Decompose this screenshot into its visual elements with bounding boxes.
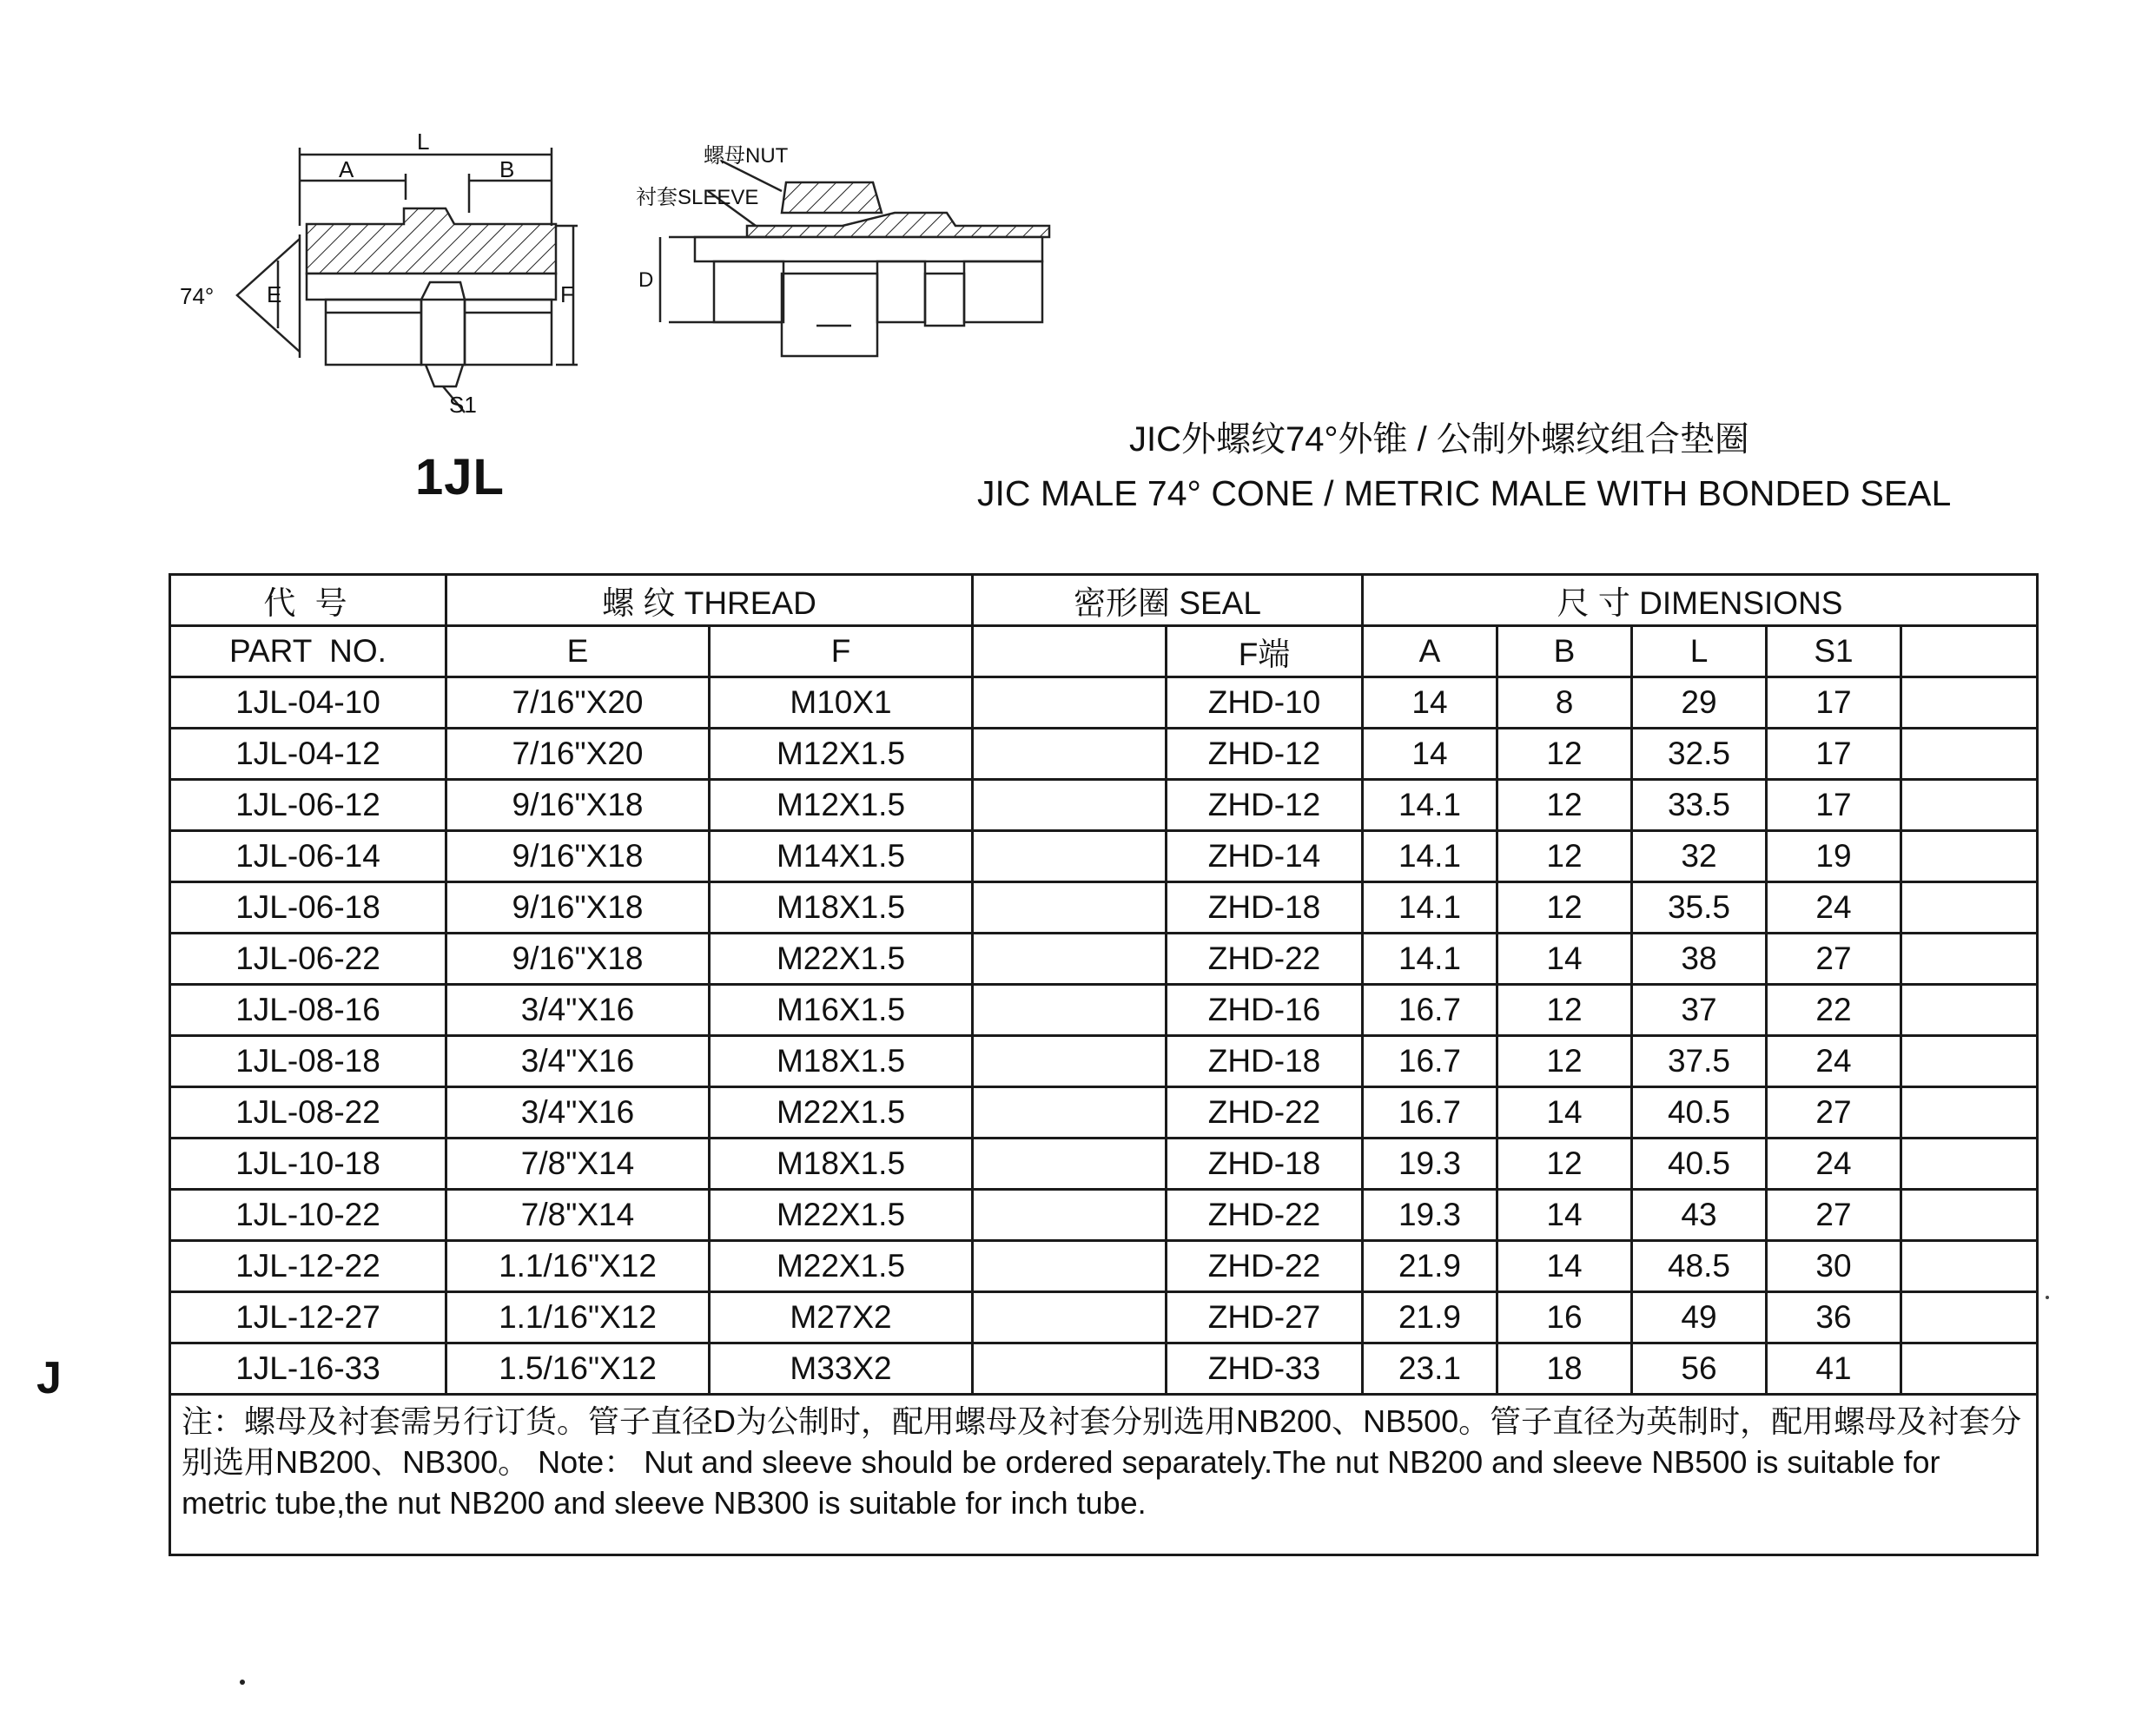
cell-f: M18X1.5 (710, 882, 973, 934)
cell-part: 1JL-08-16 (170, 985, 446, 1036)
header-dimensions: 尺 寸 DIMENSIONS (1363, 575, 2038, 626)
cell-e: 9/16"X18 (446, 934, 710, 985)
cell-f: M33X2 (710, 1343, 973, 1395)
empty-cell (973, 985, 1167, 1036)
cell-s1: 19 (1767, 831, 1901, 882)
empty-cell (973, 780, 1167, 831)
header-e: E (446, 626, 710, 677)
cell-part: 1JL-06-18 (170, 882, 446, 934)
cell-seal: ZHD-14 (1167, 831, 1363, 882)
cell-part: 1JL-04-10 (170, 677, 446, 729)
cell-b: 12 (1497, 831, 1632, 882)
empty-cell (973, 1292, 1167, 1343)
empty-cell (973, 934, 1167, 985)
title-chinese: JIC外螺纹74°外锥 / 公制外螺纹组合垫圈 (1129, 420, 1749, 459)
empty-cell (973, 831, 1167, 882)
empty-cell (1901, 1087, 2038, 1139)
cell-f: M22X1.5 (710, 1087, 973, 1139)
header-blank (1901, 626, 2038, 677)
cell-s1: 27 (1767, 1087, 1901, 1139)
header-b: B (1497, 626, 1632, 677)
cell-b: 12 (1497, 780, 1632, 831)
cell-l: 37.5 (1632, 1036, 1767, 1087)
header-f-end: F端 (1167, 626, 1363, 677)
speck (2046, 1296, 2049, 1299)
cell-seal: ZHD-18 (1167, 1036, 1363, 1087)
cell-l: 40.5 (1632, 1087, 1767, 1139)
cell-part: 1JL-06-22 (170, 934, 446, 985)
cell-a: 16.7 (1363, 1087, 1497, 1139)
cell-b: 14 (1497, 934, 1632, 985)
cell-e: 7/16"X20 (446, 729, 710, 780)
cell-a: 21.9 (1363, 1292, 1497, 1343)
cell-a: 14 (1363, 729, 1497, 780)
nut-label: 螺母NUT (704, 144, 789, 168)
cell-b: 12 (1497, 1036, 1632, 1087)
dim-D-label: D (638, 268, 654, 292)
cell-seal: ZHD-22 (1167, 934, 1363, 985)
empty-cell (973, 1343, 1167, 1395)
cell-b: 14 (1497, 1241, 1632, 1292)
title-english: JIC MALE 74° CONE / METRIC MALE WITH BONDED SEAL (977, 473, 1952, 513)
cell-e: 9/16"X18 (446, 780, 710, 831)
cell-e: 9/16"X18 (446, 882, 710, 934)
cell-s1: 17 (1767, 780, 1901, 831)
empty-cell (973, 882, 1167, 934)
empty-cell (1901, 729, 2038, 780)
empty-cell (1901, 1292, 2038, 1343)
cell-f: M22X1.5 (710, 1190, 973, 1241)
note-row (170, 1395, 2038, 1555)
cell-seal: ZHD-22 (1167, 1087, 1363, 1139)
cell-part: 1JL-06-14 (170, 831, 446, 882)
empty-cell (973, 1087, 1167, 1139)
cell-a: 21.9 (1363, 1241, 1497, 1292)
cell-a: 14.1 (1363, 934, 1497, 985)
cell-seal: ZHD-18 (1167, 1139, 1363, 1190)
cell-a: 16.7 (1363, 1036, 1497, 1087)
empty-cell (1901, 1036, 2038, 1087)
cell-e: 9/16"X18 (446, 831, 710, 882)
speck (240, 1680, 245, 1685)
cell-a: 14.1 (1363, 882, 1497, 934)
cell-seal: ZHD-27 (1167, 1292, 1363, 1343)
empty-cell (1901, 1139, 2038, 1190)
cell-b: 18 (1497, 1343, 1632, 1395)
fitting-drawing (169, 130, 621, 426)
empty-cell (1901, 677, 2038, 729)
cell-s1: 17 (1767, 729, 1901, 780)
cell-f: M22X1.5 (710, 934, 973, 985)
sleeve-label: 衬套SLEEVE (636, 186, 759, 209)
header-l: L (1632, 626, 1767, 677)
cell-s1: 36 (1767, 1292, 1901, 1343)
cell-f: M12X1.5 (710, 729, 973, 780)
cell-l: 38 (1632, 934, 1767, 985)
dim-E-label: E (267, 281, 282, 307)
cell-a: 19.3 (1363, 1139, 1497, 1190)
cell-e: 1.5/16"X12 (446, 1343, 710, 1395)
header-part-en: PART NO. (170, 626, 446, 677)
table-row (170, 1036, 2038, 1087)
cell-a: 19.3 (1363, 1190, 1497, 1241)
cell-seal: ZHD-12 (1167, 729, 1363, 780)
header-f: F (710, 626, 973, 677)
order-note: 注：螺母及衬套需另行订货。管子直径D为公制时，配用螺母及衬套分别选用NB200、NB500。管子直径为英制时，配用螺母及衬套分别选用NB200、NB300。 Note： Nut and sleeve should be ordered separately.The nut NB200 and sleeve NB500 is suitable for metric tube,the nut NB200 and sleeve NB300 is suitable for inch tube. (170, 1395, 2038, 1555)
cell-f: M14X1.5 (710, 831, 973, 882)
cell-l: 33.5 (1632, 780, 1767, 831)
cell-e: 7/8"X14 (446, 1190, 710, 1241)
header-thread: 螺 纹 THREAD (446, 575, 973, 626)
empty-cell (1901, 934, 2038, 985)
cell-s1: 24 (1767, 1139, 1901, 1190)
table-row (170, 729, 2038, 780)
spec-table (169, 573, 2039, 1556)
empty-cell (973, 677, 1167, 729)
table-row (170, 1190, 2038, 1241)
cell-s1: 24 (1767, 882, 1901, 934)
cell-a: 14.1 (1363, 780, 1497, 831)
dim-L-label: L (417, 130, 430, 155)
cell-e: 1.1/16"X12 (446, 1241, 710, 1292)
cell-l: 29 (1632, 677, 1767, 729)
cell-seal: ZHD-22 (1167, 1190, 1363, 1241)
header-a: A (1363, 626, 1497, 677)
cell-l: 32.5 (1632, 729, 1767, 780)
cell-l: 56 (1632, 1343, 1767, 1395)
cell-b: 12 (1497, 882, 1632, 934)
cell-e: 3/4"X16 (446, 1036, 710, 1087)
header-row-2 (170, 626, 2038, 677)
table-row (170, 831, 2038, 882)
dim-B-label: B (499, 156, 515, 182)
empty-cell (1901, 882, 2038, 934)
empty-cell (1901, 780, 2038, 831)
empty-cell (973, 1190, 1167, 1241)
section-letter: J (36, 1353, 62, 1403)
cell-s1: 27 (1767, 934, 1901, 985)
cell-l: 49 (1632, 1292, 1767, 1343)
table-row (170, 780, 2038, 831)
empty-cell (1901, 1190, 2038, 1241)
cell-part: 1JL-04-12 (170, 729, 446, 780)
cell-l: 43 (1632, 1190, 1767, 1241)
empty-cell (973, 1139, 1167, 1190)
cell-s1: 17 (1767, 677, 1901, 729)
cell-part: 1JL-06-12 (170, 780, 446, 831)
dim-S1-label: S1 (449, 392, 477, 418)
cell-b: 12 (1497, 985, 1632, 1036)
table-row (170, 934, 2038, 985)
cell-part: 1JL-12-22 (170, 1241, 446, 1292)
cell-s1: 27 (1767, 1190, 1901, 1241)
header-row-1 (170, 575, 2038, 626)
cell-b: 16 (1497, 1292, 1632, 1343)
table-row (170, 882, 2038, 934)
table-row (170, 1292, 2038, 1343)
empty-cell (1901, 831, 2038, 882)
empty-cell (1901, 985, 2038, 1036)
cell-seal: ZHD-10 (1167, 677, 1363, 729)
cell-f: M18X1.5 (710, 1139, 973, 1190)
cell-part: 1JL-16-33 (170, 1343, 446, 1395)
table-row (170, 677, 2038, 729)
cell-seal: ZHD-22 (1167, 1241, 1363, 1292)
header-seal: 密形圈 SEAL (973, 575, 1363, 626)
header-part-cn: 代 号 (170, 575, 446, 626)
cell-a: 23.1 (1363, 1343, 1497, 1395)
cell-part: 1JL-10-18 (170, 1139, 446, 1190)
model-code: 1JL (415, 449, 505, 505)
cell-seal: ZHD-33 (1167, 1343, 1363, 1395)
table-row (170, 1241, 2038, 1292)
header-s1: S1 (1767, 626, 1901, 677)
cell-e: 3/4"X16 (446, 985, 710, 1036)
cell-part: 1JL-08-18 (170, 1036, 446, 1087)
cell-l: 40.5 (1632, 1139, 1767, 1190)
cell-e: 7/8"X14 (446, 1139, 710, 1190)
cell-f: M12X1.5 (710, 780, 973, 831)
cell-f: M18X1.5 (710, 1036, 973, 1087)
cell-b: 14 (1497, 1190, 1632, 1241)
cell-f: M10X1 (710, 677, 973, 729)
empty-cell (973, 729, 1167, 780)
cell-a: 14 (1363, 677, 1497, 729)
table-row (170, 1087, 2038, 1139)
cell-s1: 22 (1767, 985, 1901, 1036)
assembly-drawing (634, 143, 1086, 386)
table-row (170, 985, 2038, 1036)
dim-A-label: A (339, 156, 354, 182)
cell-l: 32 (1632, 831, 1767, 882)
cell-s1: 41 (1767, 1343, 1901, 1395)
cell-part: 1JL-12-27 (170, 1292, 446, 1343)
cell-s1: 30 (1767, 1241, 1901, 1292)
cell-seal: ZHD-12 (1167, 780, 1363, 831)
cell-a: 14.1 (1363, 831, 1497, 882)
empty-cell (973, 1241, 1167, 1292)
dim-F-label: F (560, 281, 574, 307)
table-row (170, 1139, 2038, 1190)
cell-l: 48.5 (1632, 1241, 1767, 1292)
cell-a: 16.7 (1363, 985, 1497, 1036)
cell-s1: 24 (1767, 1036, 1901, 1087)
cell-b: 8 (1497, 677, 1632, 729)
empty-cell (1901, 1343, 2038, 1395)
cell-b: 12 (1497, 729, 1632, 780)
cell-l: 37 (1632, 985, 1767, 1036)
cell-f: M16X1.5 (710, 985, 973, 1036)
angle-label: 74° (180, 283, 215, 309)
cell-b: 14 (1497, 1087, 1632, 1139)
cell-b: 12 (1497, 1139, 1632, 1190)
cell-e: 3/4"X16 (446, 1087, 710, 1139)
table-row (170, 1343, 2038, 1395)
cell-f: M22X1.5 (710, 1241, 973, 1292)
empty-cell (1901, 1241, 2038, 1292)
cell-f: M27X2 (710, 1292, 973, 1343)
cell-seal: ZHD-16 (1167, 985, 1363, 1036)
cell-e: 7/16"X20 (446, 677, 710, 729)
cell-seal: ZHD-18 (1167, 882, 1363, 934)
cell-part: 1JL-08-22 (170, 1087, 446, 1139)
cell-part: 1JL-10-22 (170, 1190, 446, 1241)
cell-l: 35.5 (1632, 882, 1767, 934)
header-blank (973, 626, 1167, 677)
cell-e: 1.1/16"X12 (446, 1292, 710, 1343)
empty-cell (973, 1036, 1167, 1087)
